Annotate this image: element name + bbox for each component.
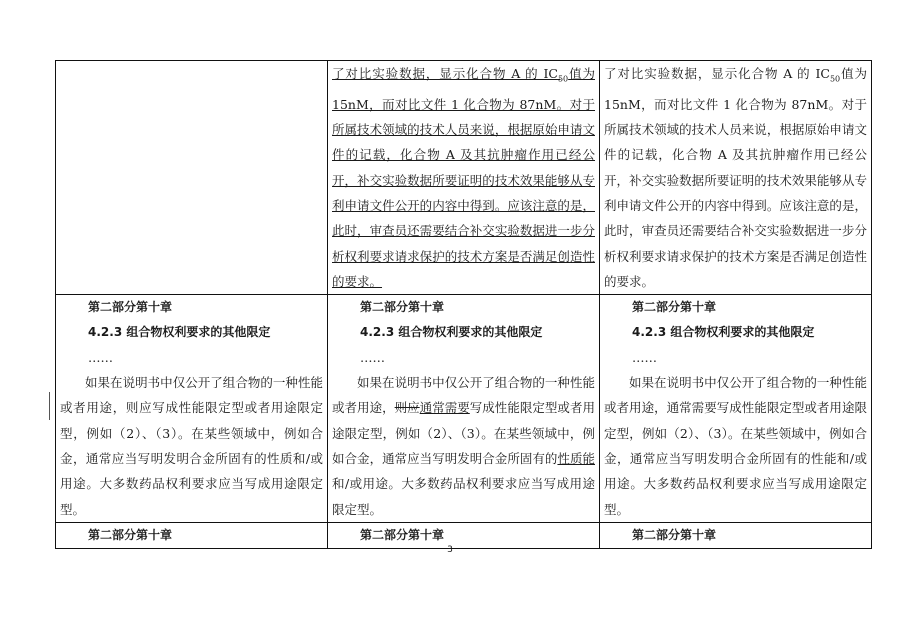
section-heading: 第二部分第十章	[88, 300, 173, 315]
ellipsis-text: ……	[360, 350, 385, 366]
row2-col3-cell	[600, 295, 872, 523]
revised-text: 性质能	[557, 451, 595, 467]
ellipsis-text: ……	[632, 350, 657, 366]
row2-col2-paragraph	[332, 370, 595, 522]
row1-col3-paragraph	[604, 61, 867, 294]
ellipsis-text: ……	[88, 350, 113, 366]
row1-col2-subscript: 50	[557, 74, 569, 84]
row1-col1-cell	[56, 61, 328, 295]
section-heading: 第二部分第十章	[632, 527, 717, 542]
section-heading: 第二部分第十章	[360, 527, 445, 542]
row2-col1-cell	[56, 295, 328, 523]
row1-col2-text-a: 了对比实验数据，显示化合物 A 的 IC	[332, 66, 558, 81]
row2-col2-text-a: 如果在说明书中仅公开了组合物的一种性能或者用途，	[332, 375, 595, 416]
row1-col2-cell	[328, 61, 600, 295]
row1-col3-subscript: 50	[829, 74, 841, 84]
row1-col2-paragraph	[332, 61, 595, 294]
row2-col2-cell	[328, 295, 600, 523]
row1-col3-cell	[600, 61, 872, 295]
subsection-heading: 4.2.3 组合物权利要求的其他限定	[88, 325, 271, 340]
row1-col3-text-a: 了对比实验数据，显示化合物 A 的 IC	[604, 66, 830, 81]
row2-col2-text-c: 和/或用途。大多数药品权利要求应当写成用途限定型。	[332, 476, 595, 517]
row2-col1-paragraph: 如果在说明书中仅公开了组合物的一种性能或者用途，则应写成性能限定型或者用途限定型，例如（2）、（3）。在某些领域中，例如合金，通常应当写明发明合金所固有的性质和/或用途。大多数药品权利要求应当写成用途限定型。	[60, 375, 323, 517]
row1-col3-text-b: 值为 15nM，而对比文件 1 化合物为 87nM。对于所属技术领域的技术人员来说，根据原始申请文件的记载，化合物 A 及其抗肿瘤作用已经公开，补交实验数据所要证明的技术效果能够从专利申请文件公开的内容中得到。应该注意的是，此时，审查员还需要结合补交实验数据进一步分析权利要求请求保护的技术方案是否满足创造性的要求。	[604, 66, 867, 289]
section-heading: 第二部分第十章	[88, 527, 173, 542]
inserted-text: 通常需要	[419, 400, 470, 416]
section-heading: 第二部分第十章	[632, 300, 717, 315]
subsection-heading: 4.2.3 组合物权利要求的其他限定	[360, 325, 543, 340]
table-row	[56, 295, 872, 523]
table-row	[56, 61, 872, 295]
subsection-heading: 4.2.3 组合物权利要求的其他限定	[632, 325, 815, 340]
row2-col3-paragraph: 如果在说明书中仅公开了组合物的一种性能或者用途，通常需要写成性能限定型或者用途限定型，例如（2）、（3）。在某些领域中，例如合金，通常应当写明发明合金所固有的性能和/或用途。大多数药品权利要求应当写成用途限定型。	[604, 375, 867, 517]
page-number: 3	[447, 545, 453, 555]
deleted-text: 则应	[394, 400, 420, 416]
margin-mark	[49, 392, 50, 420]
section-heading: 第二部分第十章	[360, 300, 445, 315]
row2-col2-text-b: 写成性能限定型或者用途限定型，例如（2）、（3）。在某些领域中，例如合金，通常应当写明发明合金所固有的	[332, 400, 595, 467]
comparison-table	[55, 60, 872, 549]
row1-col2-text-b: 值为 15nM，而对比文件 1 化合物为 87nM。对于所属技术领域的技术人员来说，根据原始申请文件的记载，化合物 A 及其抗肿瘤作用已经公开，补交实验数据所要证明的技术效果能够从专利申请文件公开的内容中得到。应该注意的是，此时，审查员还需要结合补交实验数据进一步分析权利要求请求保护的技术方案是否满足创造性的要求。	[332, 66, 595, 289]
